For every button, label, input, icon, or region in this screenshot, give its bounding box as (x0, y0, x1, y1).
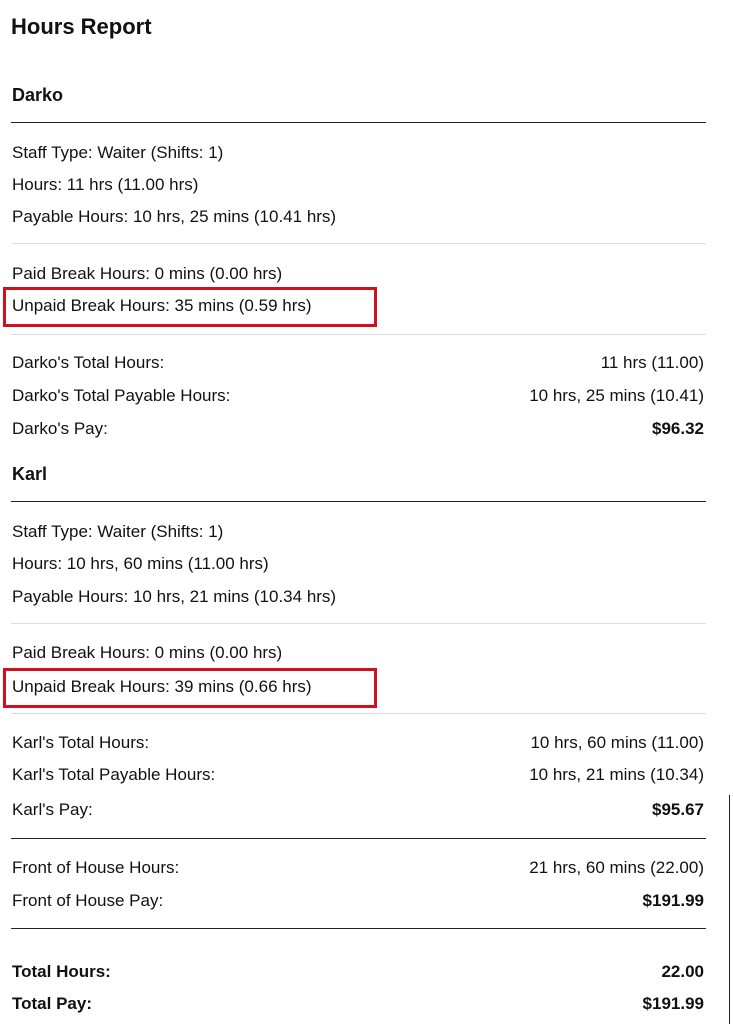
total-hours-value: 10 hrs, 60 mins (11.00) (530, 733, 704, 752)
total-payable-value: 10 hrs, 25 mins (10.41) (529, 386, 704, 405)
pay-value: $96.32 (652, 419, 704, 438)
front-of-house-pay-value: $191.99 (642, 891, 704, 910)
row-divider (11, 623, 706, 624)
hours: Hours: 10 hrs, 60 mins (11.00 hrs) (12, 554, 269, 573)
front-of-house-hours-value: 21 hrs, 60 mins (22.00) (529, 858, 704, 877)
section-divider (11, 501, 706, 502)
hours: Hours: 11 hrs (11.00 hrs) (12, 175, 199, 194)
section-divider (11, 122, 706, 123)
total-pay-value: $191.99 (642, 994, 704, 1013)
total-hours-label: Darko's Total Hours: (12, 353, 165, 372)
total-hours-value: 22.00 (661, 962, 704, 981)
staff-type: Staff Type: Waiter (Shifts: 1) (12, 143, 224, 162)
paid-break-hours: Paid Break Hours: 0 mins (0.00 hrs) (12, 264, 283, 283)
staff-type: Staff Type: Waiter (Shifts: 1) (12, 522, 224, 541)
unpaid-break-hours: Unpaid Break Hours: 35 mins (0.59 hrs) (12, 296, 312, 315)
total-hours-label: Karl's Total Hours: (12, 733, 150, 752)
total-payable-value: 10 hrs, 21 mins (10.34) (529, 765, 704, 784)
page-title: Hours Report (11, 14, 152, 39)
row-divider (11, 713, 706, 714)
front-of-house-hours-label: Front of House Hours: (12, 858, 180, 877)
pay-label: Karl's Pay: (12, 800, 93, 819)
row-divider (11, 334, 706, 335)
staff-name-darko: Darko (12, 85, 64, 105)
total-hours-label: Total Hours: (12, 962, 111, 981)
front-of-house-pay-label: Front of House Pay: (12, 891, 164, 910)
unpaid-break-hours: Unpaid Break Hours: 39 mins (0.66 hrs) (12, 677, 312, 696)
payable-hours: Payable Hours: 10 hrs, 25 mins (10.41 hrs) (12, 207, 337, 226)
row-divider (11, 243, 706, 244)
pay-value: $95.67 (652, 800, 704, 819)
total-pay-label: Total Pay: (12, 994, 92, 1013)
section-divider (11, 838, 706, 839)
paid-break-hours: Paid Break Hours: 0 mins (0.00 hrs) (12, 643, 283, 662)
scroll-edge-line (729, 795, 730, 1024)
section-divider (11, 928, 706, 929)
total-payable-label: Darko's Total Payable Hours: (12, 386, 231, 405)
staff-name-karl: Karl (12, 464, 48, 484)
total-payable-label: Karl's Total Payable Hours: (12, 765, 216, 784)
total-hours-value: 11 hrs (11.00) (600, 353, 704, 372)
pay-label: Darko's Pay: (12, 419, 108, 438)
payable-hours: Payable Hours: 10 hrs, 21 mins (10.34 hrs) (12, 587, 337, 606)
